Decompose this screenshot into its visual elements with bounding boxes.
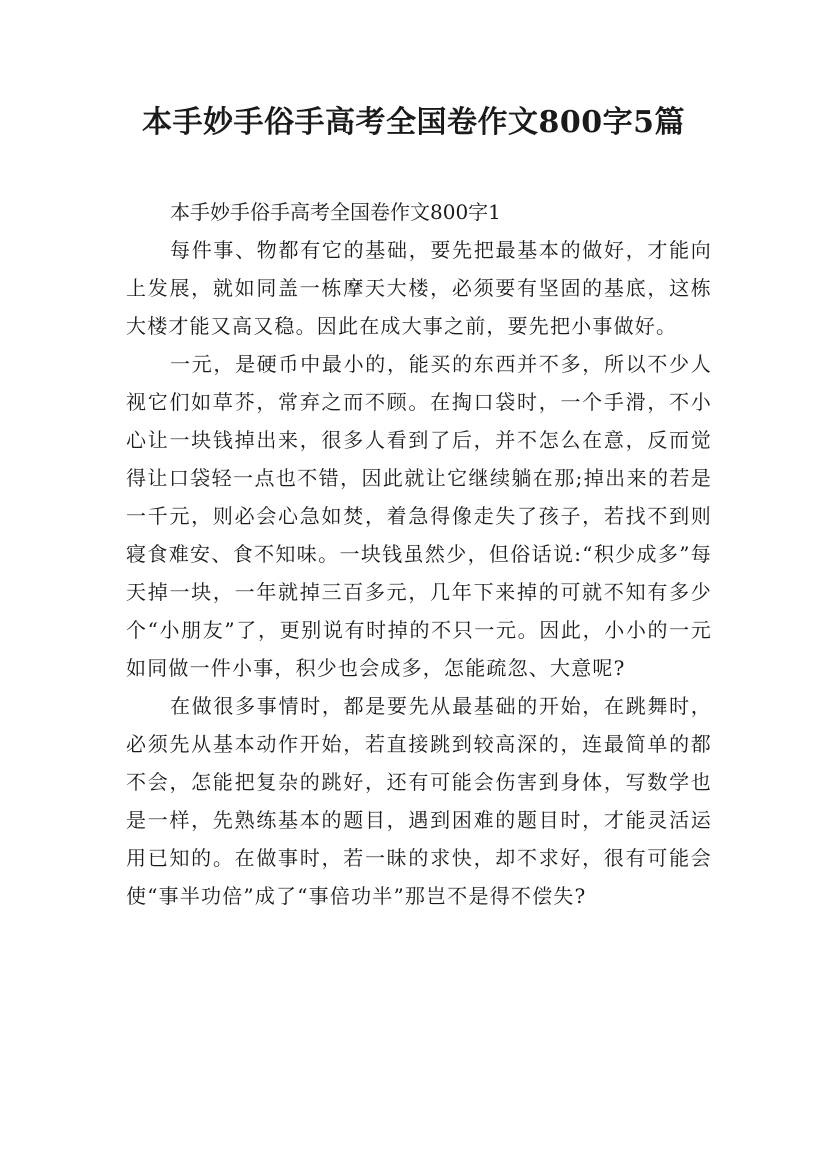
section-heading: 本手妙手俗手高考全国卷作文800字1 — [170, 200, 501, 224]
paragraph: 每件事、物都有它的基础，要先把最基本的做好，才能向上发展，就如同盖一栋摩天大楼，必须要有坚固的基底，这栋大楼才能又高又稳。因此在成大事之前，要先把小事做好。 — [126, 238, 712, 338]
paragraph: 一元，是硬币中最小的，能买的东西并不多，所以不少人视它们如草芥，常弃之而不顾。在掏口袋时，一个手滑，不小心让一块钱掉出来，很多人看到了后，并不怎么在意，反而觉得让口袋轻一点也不错，因此就让它继续躺在那;掉出来的若是一千元，则必会心急如焚，着急得像走失了孩子，若找不到则寝食难安、食不知味。一块钱虽然少，但俗话说:“积少成多”每天掉一块，一年就掉三百多元，几年下来掉的可就不知有多少个“小朋友”了，更别说有时掉的不只一元。因此，小小的一元如同做一件小事，积少也会成多，怎能疏忽、大意呢? — [126, 352, 712, 680]
article-body — [126, 193, 712, 915]
paragraph: 在做很多事情时，都是要先从最基础的开始，在跳舞时，必须先从基本动作开始，若直接跳到较高深的，连最简单的都不会，怎能把复杂的跳好，还有可能会伤害到身体，写数学也是一样，先熟练基本的题目，遇到困难的题目时，才能灵活运用已知的。在做事时，若一昧的求快，却不求好，很有可能会使“事半功倍”成了“事倍功半”那岂不是得不偿失? — [126, 694, 712, 908]
document-title: 本手妙手俗手高考全国卷作文800字5篇 — [142, 105, 685, 140]
